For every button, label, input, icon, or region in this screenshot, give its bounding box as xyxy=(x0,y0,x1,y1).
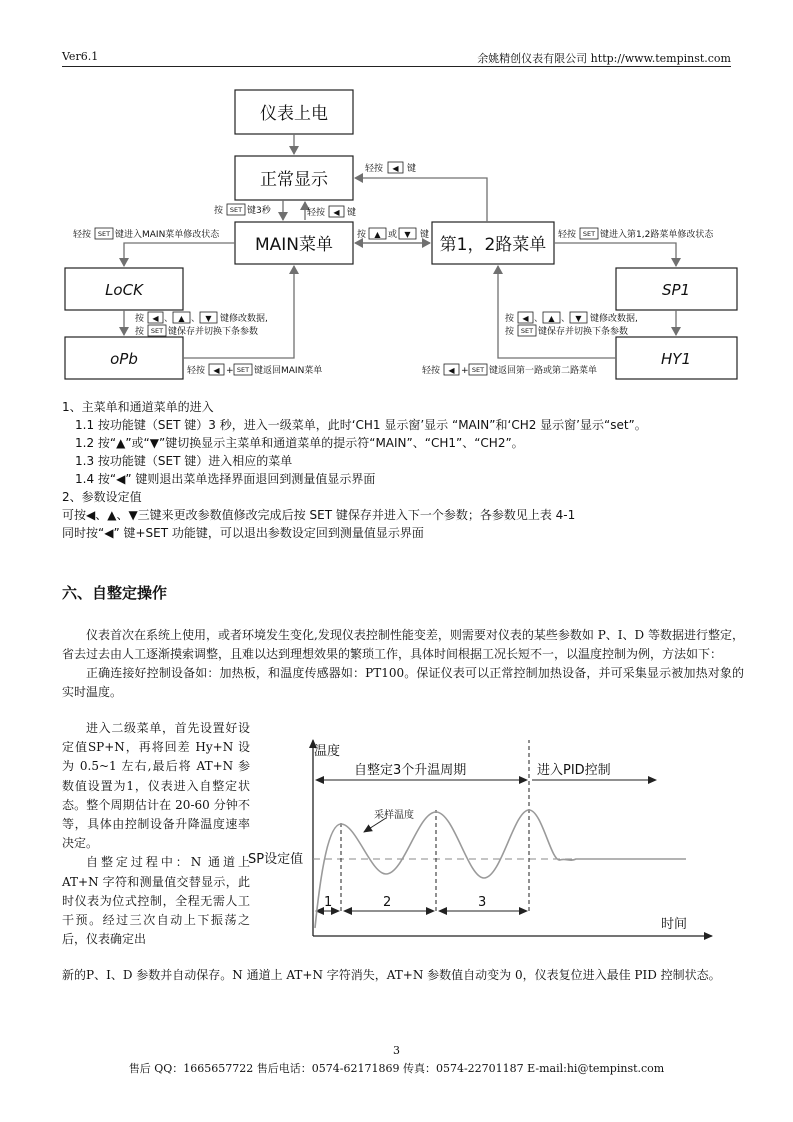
flow-note-press-e: 按 xyxy=(505,314,515,324)
step-1-1: 1.1 按功能键（SET 键）3 秒，进入一级菜单，此时‘CH1 显示窗’显示 “MAIN”和‘CH2 显示窗’显示“set”。 xyxy=(75,418,647,432)
flow-note-light-c: 轻按 xyxy=(73,230,92,240)
page-footer: 售后 QQ：1665657722 售后电话：0574-62171869 传真：0574-22701187 E-mail:hi@tempinst.com xyxy=(128,1062,665,1075)
flow-note-return-main: 键返回MAIN菜单 xyxy=(254,366,323,376)
opb-display: oPb xyxy=(110,350,138,368)
key-up-icon: ▲ xyxy=(178,314,185,323)
key-set-icon: SET xyxy=(520,327,534,335)
flow-plus: + xyxy=(461,366,469,376)
side-paragraph-2: 自整定过程中：N 通道上 AT+N 字符和测量值交替显示，此时仪表为位式控制，全程无需人工干预。经过三次自动上下振荡之后，仪表确定出 xyxy=(62,855,250,947)
flow-note-key-b: 键 xyxy=(347,208,357,218)
flow-note-modify-a: 键修改数据, xyxy=(220,314,268,324)
normal-label: 正常显示 xyxy=(260,170,328,190)
flow-note-modify-b: 键保存并切换下条参数 xyxy=(168,327,259,337)
autotune-label: 自整定3个升温周期 xyxy=(354,763,467,778)
conclusion-text: 新的P、I、D 参数并自动保存。N 通道上 AT+N 字符消失，AT+N 参数值自动变为 0，仪表复位进入最佳 PID 控制状态。 xyxy=(62,968,721,982)
key-left-icon: ◀ xyxy=(213,366,220,375)
section-6-title: 六、自整定操作 xyxy=(62,584,168,602)
sample-label: 采样温度 xyxy=(374,810,414,821)
key-down-icon: ▼ xyxy=(575,314,582,323)
section-2-title: 2、参数设定值 xyxy=(62,490,142,504)
page-number: 3 xyxy=(393,1044,400,1057)
flow-sep: 、 xyxy=(534,314,544,324)
key-left-icon: ◀ xyxy=(448,366,455,375)
company-label: 余姚精创仪表有限公司 http://www.tempinst.com xyxy=(477,52,731,65)
key-up-icon: ▲ xyxy=(374,230,381,239)
autotune-chart xyxy=(246,738,716,944)
key-set-icon: SET xyxy=(582,230,596,238)
flow-note-light-a: 轻按 xyxy=(365,164,384,174)
key-left-icon: ◀ xyxy=(392,164,399,173)
autotune-conclusion xyxy=(62,966,744,985)
version-label: Ver6.1 xyxy=(62,50,99,63)
hy1-display: HY1 xyxy=(661,350,691,368)
autotune-side-text xyxy=(62,719,250,949)
flow-note-press-f: 按 xyxy=(505,327,515,337)
side-paragraph-1: 进入二级菜单，首先设置好设定值SP+N，再将回差 Hy+N 设为 0.5~1 左右,最后将 AT+N 参数值设置为1，仪表进入自整定状态。整个周期估计在 20-60 分钟不等，具体由控制设备升降温度速率决定。 xyxy=(62,721,250,851)
flow-note-key-c: 键 xyxy=(420,230,430,240)
flow-note-enter-ch: 键进入第1,2路菜单修改状态 xyxy=(600,230,714,240)
key-left-icon: ◀ xyxy=(152,314,159,323)
section-1-title: 1、主菜单和通道菜单的进入 xyxy=(62,400,214,414)
power-label: 仪表上电 xyxy=(260,104,328,124)
key-set-icon: SET xyxy=(471,366,485,374)
intro-paragraphs xyxy=(62,626,744,702)
flow-note-light-e: 轻按 xyxy=(187,366,206,376)
key-left-icon: ◀ xyxy=(333,208,340,217)
flow-sep: 、 xyxy=(164,314,174,324)
flow-note-press-c: 按 xyxy=(135,314,145,324)
key-up-icon: ▲ xyxy=(548,314,555,323)
flow-sep: 、 xyxy=(561,314,571,324)
flow-note-press-d: 按 xyxy=(135,327,145,337)
key-set-icon: SET xyxy=(150,327,164,335)
flow-note-enter-main: 键进入MAIN菜单修改状态 xyxy=(115,230,220,240)
flow-note-light-d: 轻按 xyxy=(558,230,577,240)
sp1-display: SP1 xyxy=(661,281,691,299)
step-1-3: 1.3 按功能键（SET 键）进入相应的菜单 xyxy=(75,454,293,468)
intro-paragraph-1: 仪表首次在系统上使用，或者环境发生变化,发现仪表控制性能变差，则需要对仪表的某些参数如 P、I、D 等数据进行整定，省去过去由人工逐渐摸索调整，且难以达到理想效果的繁琐工作，具体时间根据工况长短不一，以温度控制为例，方法如下： xyxy=(62,628,744,661)
section-2-line-2: 同时按“◀” 键+SET 功能键，可以退出参数设定回到测量值显示界面 xyxy=(62,526,424,540)
flow-note-3s: 键3秒 xyxy=(247,206,271,216)
pid-label: 进入PID控制 xyxy=(537,763,611,778)
flow-note-light-f: 轻按 xyxy=(422,366,441,376)
lock-display: LoCK xyxy=(105,281,143,299)
flow-plus: + xyxy=(226,366,234,376)
key-down-icon: ▼ xyxy=(205,314,212,323)
menu-flow-diagram xyxy=(55,82,745,382)
key-set-icon: SET xyxy=(236,366,250,374)
key-set-icon: SET xyxy=(229,206,243,214)
flow-note-press-a: 按 xyxy=(214,206,224,216)
step-1-4: 1.4 按“◀” 键则退出菜单选择界面退回到测量值显示界面 xyxy=(75,472,376,486)
section-2-line-1: 可按◀、▲、▼三键来更改参数值修改完成后按 SET 键保存并进入下一个参数；各参数见上表 4-1 xyxy=(62,508,576,522)
step-1-2: 1.2 按“▲”或“▼”键切换显示主菜单和通道菜单的提示符“MAIN”、“CH1”、“CH2”。 xyxy=(75,436,524,450)
main-menu-label: MAIN菜单 xyxy=(254,235,334,255)
sp-label: SP设定值 xyxy=(248,852,304,867)
flow-note-press-b: 按 xyxy=(357,230,367,240)
channel-menu-label: 第1，2路菜单 xyxy=(439,235,547,255)
key-set-icon: SET xyxy=(97,230,111,238)
flow-note-modify-c: 键修改数据, xyxy=(590,314,638,324)
page-header xyxy=(62,50,731,67)
flow-note-or: 或 xyxy=(388,230,398,240)
flow-sep: 、 xyxy=(191,314,201,324)
flow-note-key-a: 键 xyxy=(407,164,417,174)
key-down-icon: ▼ xyxy=(404,230,411,239)
flow-note-return-ch: 键返回第一路或第二路菜单 xyxy=(489,366,598,376)
flow-note-modify-d: 键保存并切换下条参数 xyxy=(538,327,629,337)
section-menu-entry xyxy=(62,398,647,542)
key-left-icon: ◀ xyxy=(522,314,529,323)
period-2-label: 2 xyxy=(383,895,392,910)
period-1-label: 1 xyxy=(324,895,333,910)
y-axis-label: 温度 xyxy=(314,744,341,759)
flow-note-light-b: 轻按 xyxy=(307,208,326,218)
period-3-label: 3 xyxy=(478,895,487,910)
x-axis-label: 时间 xyxy=(661,917,688,932)
intro-paragraph-2: 正确连接好控制设备如：加热板，和温度传感器如：PT100。保证仪表可以正常控制加热设备，并可采集显示被加热对象的实时温度。 xyxy=(62,666,744,699)
